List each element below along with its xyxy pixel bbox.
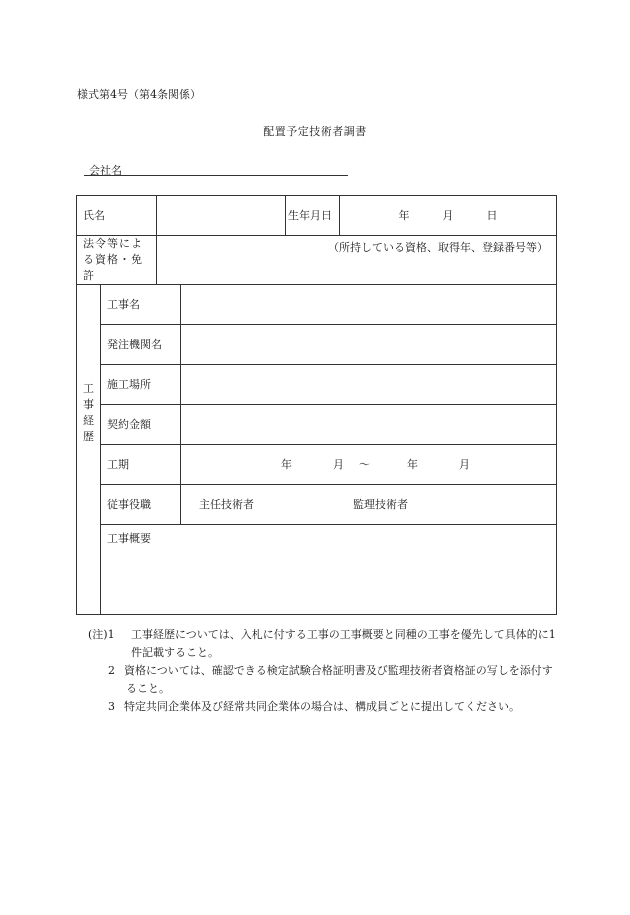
note-3 xyxy=(88,698,563,716)
career-char-3: 経 xyxy=(83,414,94,427)
period-start-month-unit: 月 xyxy=(333,457,344,471)
career-char-4: 歴 xyxy=(83,430,94,443)
period-label: 工期 xyxy=(101,445,181,485)
client-field[interactable] xyxy=(181,325,557,365)
name-row xyxy=(77,196,557,236)
birthdate-label: 生年月日 xyxy=(286,196,340,236)
name-label: 氏名 xyxy=(77,196,157,236)
career-vertical-label xyxy=(77,285,101,615)
period-end-month-unit: 月 xyxy=(459,457,470,471)
career-char-1: 工 xyxy=(83,382,94,395)
role-supervising-engineer[interactable]: 監理技術者 xyxy=(353,497,408,511)
note-1-text: 工事経歴については、入札に付する工事の工事概要と同種の工事を優先して具体的に1件記載すること。 xyxy=(131,628,556,659)
location-label: 施工場所 xyxy=(101,365,181,405)
note-2 xyxy=(88,662,563,698)
birth-year-unit: 年 xyxy=(398,208,410,222)
license-row xyxy=(77,236,557,285)
project-name-label: 工事名 xyxy=(101,285,181,325)
contract-amount-label: 契約金額 xyxy=(101,405,181,445)
name-field[interactable] xyxy=(157,196,286,236)
note-1 xyxy=(88,626,563,662)
company-name-label: 会社名 xyxy=(89,164,122,177)
birthdate-field[interactable] xyxy=(340,196,557,236)
period-field[interactable] xyxy=(181,445,557,485)
birth-day-unit: 日 xyxy=(486,208,498,222)
note-3-text: 特定共同企業体及び経常共同企業体の場合は、構成員ごとに提出してください。 xyxy=(124,700,520,713)
client-row xyxy=(77,325,557,365)
company-name-field[interactable] xyxy=(84,175,348,176)
note-1-number: (注)1 xyxy=(88,628,115,641)
overview-label: 工事概要 xyxy=(107,532,151,545)
role-field[interactable] xyxy=(181,485,557,525)
contract-amount-field[interactable] xyxy=(181,405,557,445)
note-3-number: 3 xyxy=(108,700,115,713)
form-number: 様式第4号（第4条関係） xyxy=(77,88,201,101)
location-field[interactable] xyxy=(181,365,557,405)
role-label: 従事役職 xyxy=(101,485,181,525)
license-label: 法令等による資格・免許 xyxy=(77,236,157,285)
overview-field[interactable] xyxy=(101,525,557,615)
period-tilde: ～ xyxy=(359,457,370,471)
note-2-text: 資格については、確認できる検定試験合格証明書及び監理技術者資格証の写しを添付すること。 xyxy=(124,664,553,695)
period-start-year-unit: 年 xyxy=(281,457,292,471)
engineer-form-table xyxy=(76,195,557,615)
role-chief-engineer[interactable]: 主任技術者 xyxy=(199,497,254,511)
location-row xyxy=(77,365,557,405)
project-name-row xyxy=(77,285,557,325)
career-char-2: 事 xyxy=(83,398,94,411)
project-name-field[interactable] xyxy=(181,285,557,325)
birth-month-unit: 月 xyxy=(442,208,454,222)
license-field[interactable] xyxy=(157,236,557,285)
period-end-year-unit: 年 xyxy=(407,457,418,471)
client-label: 発注機関名 xyxy=(101,325,181,365)
period-row xyxy=(77,445,557,485)
document-title: 配置予定技術者調書 xyxy=(263,125,367,138)
notes-section xyxy=(88,626,563,716)
license-note: （所持している資格、取得年、登録番号等） xyxy=(328,241,548,254)
note-2-number: 2 xyxy=(108,664,115,677)
contract-amount-row xyxy=(77,405,557,445)
overview-row xyxy=(77,525,557,615)
role-row xyxy=(77,485,557,525)
